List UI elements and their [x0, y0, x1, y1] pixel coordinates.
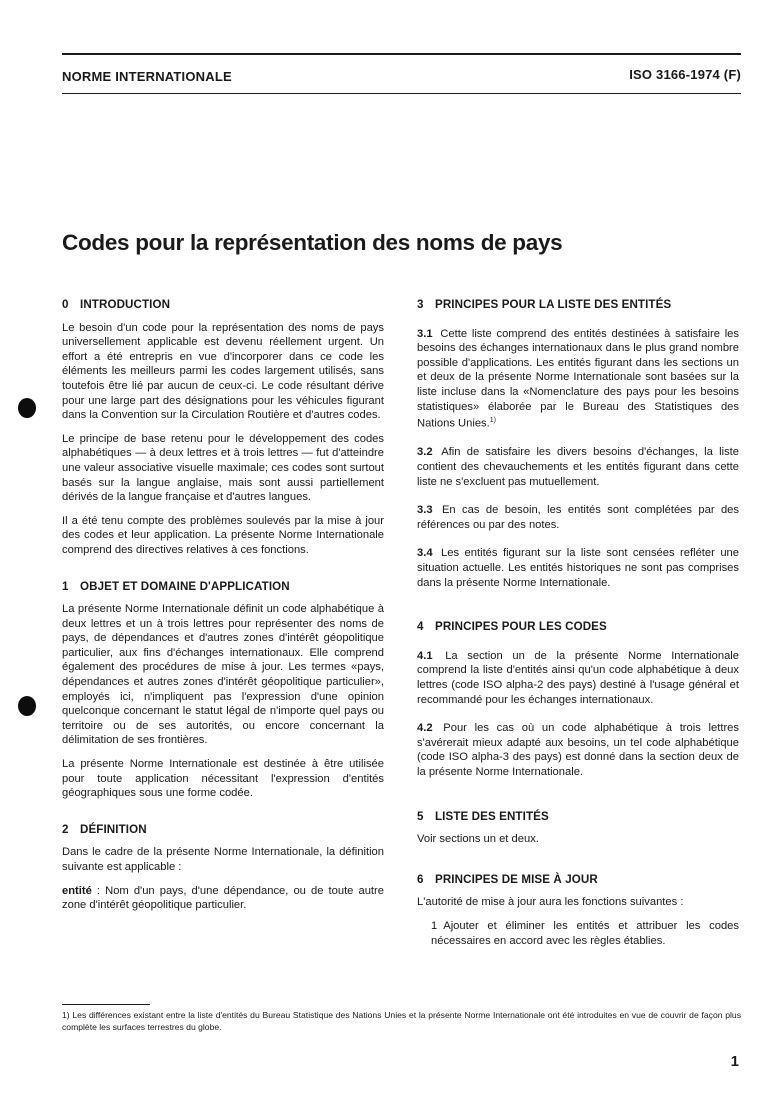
section-heading: [62, 823, 384, 838]
clause-number: 3.3: [417, 504, 433, 517]
clause: [417, 546, 739, 590]
section-number: 1: [62, 579, 69, 593]
paragraph: Il a été tenu compte des problèmes soulevés par la mise à jour des codes et leur application. La présente Norme Internationale comprend des directives relatives à ces fonctions.: [62, 514, 384, 556]
clause-number: 4.2: [417, 722, 433, 735]
section-number: 0: [62, 298, 69, 311]
section-heading: [417, 873, 739, 888]
clause-text: Cette liste comprend des entités destinées à satisfaire les besoins des échanges internationaux dans le plus grand nombre possible d'applications. Les entités figurant dans les sections un et deux de la présente Norme Internationale sont basées sur la liste incluse dans la «Nomenclature des pays pour les besoins statistiques» élaborée par le Bureau des Statistiques des Nations Unies.: [417, 327, 739, 430]
clause: [417, 503, 739, 532]
clause-number: 3.4: [417, 547, 433, 560]
definition-text: : Nom d'un pays, d'une dépendance, ou de toute autre zone d'intérêt géopolitique particulier.: [62, 884, 384, 912]
defined-term: entité: [62, 884, 92, 897]
list-item-text: Ajouter et éliminer les entités et attribuer les codes nécessaires en accord avec les règles établies.: [431, 919, 739, 947]
section-title: PRINCIPES POUR LA LISTE DES ENTITÉS: [435, 298, 672, 311]
footnote-mark: 1): [62, 1010, 70, 1020]
clause: [417, 721, 739, 779]
section-title: INTRODUCTION: [80, 298, 171, 311]
page-number: 1: [730, 1053, 739, 1070]
clause-text: Pour les cas où un code alphabétique à trois lettres s'avérerait mieux adapté aux besoins, un tel code alphabétique (code ISO alpha-3 des pays) est donné dans la section deux de la présente Norme Internationale.: [417, 722, 740, 778]
clause-text: Afin de satisfaire les divers besoins d'échanges, la liste contient des chevauchements et les entités figurant dans cette liste ne s'excluent pas mutuellement.: [417, 446, 739, 488]
section-number: 6: [417, 872, 424, 886]
punch-hole-mark: [18, 696, 36, 716]
list-item-number: 1: [431, 919, 438, 932]
paragraph: La présente Norme Internationale définit un code alphabétique à deux lettres et un à trois lettres pour représenter des noms de pays, de dépendances et d'autres zones d'intérêt géopolitique particulier, aux fins d'échanges internationaux. Elle comprend également des procédures de mise à jour. Les termes «pays, dépendances et autres zones d'intérêt géopolitique particulier», employés ici, n'impliquent pas l'expression d'une opinion quelconque concernant le statut légal de n'importe quel pays ou territoire ou de ses autorités, ou encore concernant la délimitation de ses frontières.: [62, 603, 384, 747]
footnote: [62, 1009, 741, 1034]
clause-text: Les entités figurant sur la liste sont censées refléter une situation actuelle. Les entités historiques ne sont pas comprises dans la présente Norme Internationale.: [417, 547, 739, 589]
section-number: 4: [417, 620, 424, 634]
paragraph: Voir sections un et deux.: [417, 833, 539, 846]
section-title: PRINCIPES POUR LES CODES: [435, 620, 607, 634]
clause: [417, 327, 739, 432]
punch-hole-mark: [18, 398, 36, 418]
section-heading: [417, 298, 739, 313]
paragraph: Le besoin d'un code pour la représentation des noms de pays universellement applicable est devenu réellement urgent. Un effort a été entrepris en vue d'incorporer dans ce code les éléments les meilleurs parmi les codes largement utilisés, sans toutefois être lié par aucun de ceux-ci. Le code résultant dérive pour une large part des désignations pour les véhicules figurant dans la Convention sur la Circulation Routière et d'autres codes.: [62, 321, 384, 422]
paragraph: La présente Norme Internationale est destinée à être utilisée pour toute application nécessitant l'expression d'entités géographiques sous une forme codée.: [62, 758, 384, 800]
section-number: 3: [417, 298, 424, 311]
paragraph: Le principe de base retenu pour le développement des codes alphabétiques — à deux lettres et à trois lettres — fut d'atteindre une valeur associative visuelle maximale; ces codes sont surtout basés sur la langue anglaise, mais sont aussi partiellement dérivés de la langue française et d'autres langues.: [62, 432, 384, 504]
section-heading: [417, 810, 739, 825]
top-rule: [62, 53, 741, 55]
header-standard-label: NORME INTERNATIONALE: [62, 69, 232, 84]
paragraph: L'autorité de mise à jour aura les fonctions suivantes :: [417, 896, 684, 909]
right-column: [417, 298, 739, 957]
section-title: OBJET ET DOMAINE D'APPLICATION: [80, 579, 290, 593]
header-standard-number: ISO 3166-1974 (F): [629, 67, 741, 82]
section-heading: [62, 298, 384, 313]
header-rule: [62, 93, 741, 94]
footnote-reference: 1): [489, 417, 496, 425]
clause-text: En cas de besoin, les entités sont complétées par des références ou par des notes.: [417, 504, 739, 531]
clause-number: 3.2: [417, 446, 433, 459]
section-number: 5: [417, 809, 424, 823]
clause-number: 4.1: [417, 649, 433, 662]
section-heading: [62, 580, 384, 595]
footnote-text: Les différences existant entre la liste d'entités du Bureau Statistique des Nations Unies et la présente Norme Internationale ont été introduites en vue de couvrir de façon plus complète les surfaces terrestres du globe.: [62, 1010, 741, 1033]
definition-entry: [62, 884, 384, 913]
clause: [417, 445, 739, 489]
section-heading: [417, 620, 739, 635]
page-title: Codes pour la représentation des noms de pays: [62, 230, 563, 255]
section-title: PRINCIPES DE MISE À JOUR: [435, 872, 598, 886]
clause-number: 3.1: [417, 327, 433, 340]
left-column: [62, 298, 384, 922]
section-title: DÉFINITION: [80, 822, 147, 836]
section-number: 2: [62, 822, 69, 836]
footnote-rule: [62, 1004, 150, 1005]
section-title: LISTE DES ENTITÉS: [435, 809, 549, 823]
list-item: [417, 919, 739, 948]
paragraph: Dans le cadre de la présente Norme Internationale, la définition suivante est applicable :: [62, 846, 384, 873]
clause-text: La section un de la présente Norme Internationale comprend la liste d'entités ainsi qu'un code alphabétique à deux lettres (code ISO alpha-2 des pays) destiné à l'usage général et recommandé pour les échanges internationaux.: [417, 649, 739, 706]
clause: [417, 649, 739, 707]
